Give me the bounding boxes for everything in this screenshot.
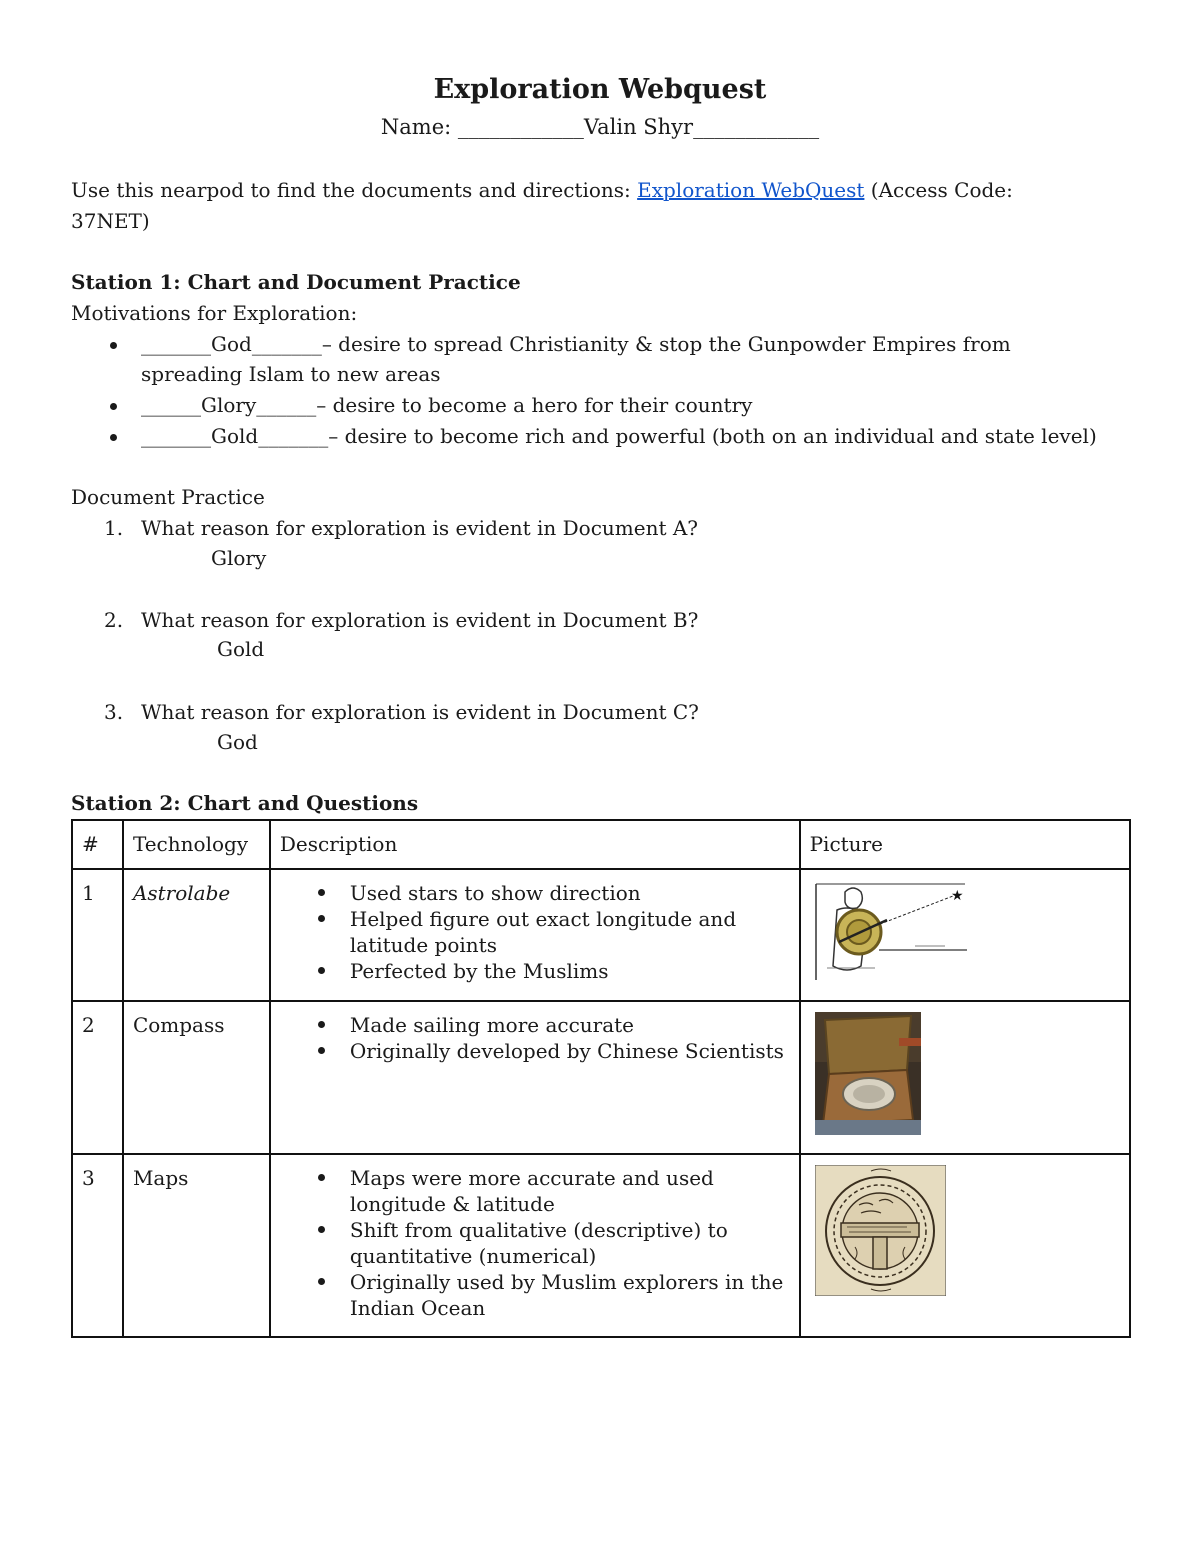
description-item: Maps were more accurate and used longitude & latitude [350,1165,790,1217]
question-number: 3. [104,700,124,724]
description-item: Shift from qualitative (descriptive) to quantitative (numerical) [350,1217,790,1269]
station1-heading: Station 1: Chart and Document Practice [71,270,521,294]
row-number: 2 [72,1001,123,1154]
document-practice-label: Document Practice [71,485,265,509]
answer-b: Gold [217,637,265,661]
svg-text:★: ★ [950,888,964,904]
table-row [72,869,1130,1001]
question-number: 1. [104,516,124,540]
document-title: Exploration Webquest [433,74,767,105]
motivations-label: Motivations for Exploration: [71,301,358,325]
compass-photo [815,1012,921,1135]
motivation-gold: _______Gold_______– desire to become rich and powerful (both on an individual and state level) [141,424,1097,448]
description-item: Used stars to show direction [350,880,790,906]
picture-cell [800,1001,1130,1154]
motivation-god-cont: spreading Islam to new areas [141,362,441,386]
access-code-line: 37NET) [71,209,150,233]
t-o-map-illustration [815,1165,946,1296]
answer-a: Glory [211,546,267,570]
description-cell [270,869,800,1001]
description-cell [270,1154,800,1337]
description-item: Perfected by the Muslims [350,958,790,984]
description-item: Originally used by Muslim explorers in the Indian Ocean [350,1269,790,1321]
station2-heading: Station 2: Chart and Questions [71,791,419,815]
bullet-icon [110,434,117,441]
intro-access-code: (Access Code: [864,178,1013,202]
picture-cell [800,1154,1130,1337]
row-number: 3 [72,1154,123,1337]
column-header: # [72,820,123,869]
table-row [72,1154,1130,1337]
description-item: Made sailing more accurate [350,1012,790,1038]
description-item: Helped figure out exact longitude and latitude points [350,906,790,958]
intro-line [71,175,1013,205]
motivation-glory: ______Glory______– desire to become a hero for their country [141,393,753,417]
technology-name: Astrolabe [123,869,270,1001]
row-number: 1 [72,869,123,1001]
nearpod-link[interactable]: Exploration WebQuest [637,178,865,202]
column-header: Technology [123,820,270,869]
question-a: What reason for exploration is evident in Document A? [141,516,699,540]
intro-text: Use this nearpod to find the documents and directions: [71,178,638,202]
picture-cell [800,869,1130,1001]
question-b: What reason for exploration is evident in Document B? [141,608,699,632]
answer-c: God [217,730,258,754]
technology-name: Compass [123,1001,270,1154]
table-header-row [72,820,1130,869]
technology-name: Maps [123,1154,270,1337]
technology-table [71,819,1131,1338]
astrolabe-illustration [815,880,969,982]
description-item: Originally developed by Chinese Scientists [350,1038,790,1064]
bullet-icon [110,403,117,410]
question-number: 2. [104,608,124,632]
column-header: Description [270,820,800,869]
description-cell [270,1001,800,1154]
column-header: Picture [800,820,1130,869]
motivation-god: _______God_______– desire to spread Christianity & stop the Gunpowder Empires from [141,332,1011,356]
bullet-icon [110,342,117,349]
question-c: What reason for exploration is evident in Document C? [141,700,699,724]
table-row [72,1001,1130,1154]
student-name-line: Name: ____________Valin Shyr____________ [380,115,820,139]
